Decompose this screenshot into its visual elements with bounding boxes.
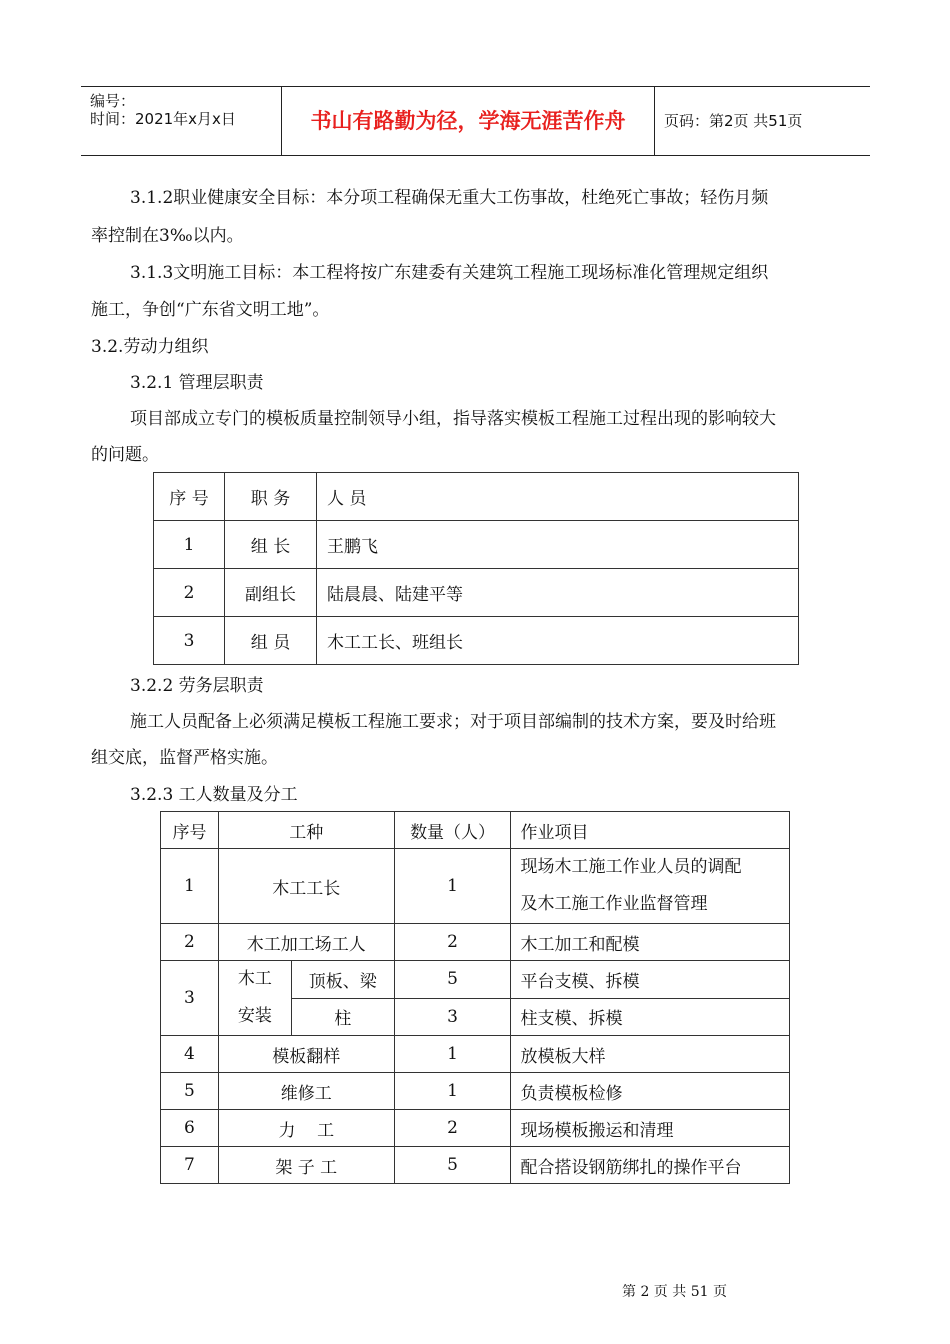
- header-motto: 书山有路勤为径，学海无涯苦作舟: [282, 87, 655, 155]
- table-cell: 柱: [291, 998, 394, 1036]
- table-cell: 维修工: [218, 1073, 394, 1110]
- table-cell: 3: [161, 961, 219, 1036]
- paragraph-313-line1: 3.1.3文明施工目标：本工程将按广东建委有关建筑工程施工现场标准化管理规定组织: [130, 263, 769, 283]
- paragraph-labor-line2: 组交底，监督严格实施。: [91, 748, 278, 768]
- table-cell: 副组长: [225, 569, 317, 617]
- table-row: [161, 1073, 790, 1110]
- leadership-table: [153, 472, 799, 665]
- paragraph-312-line1: 3.1.2职业健康安全目标：本分项工程确保无重大工伤事故，杜绝死亡事故；轻伤月频: [130, 188, 769, 208]
- group-line: 木工: [237, 969, 272, 989]
- table-cell: 顶板、梁: [291, 961, 394, 999]
- table-cell: 木工加工场工人: [218, 924, 394, 961]
- header-page-info: 页码：第2页 共51页: [664, 112, 803, 130]
- table-row: [161, 1036, 790, 1073]
- table-cell: 1: [161, 849, 219, 924]
- table-cell: 模板翻样: [218, 1036, 394, 1073]
- table-cell: 放模板大样: [511, 1036, 790, 1073]
- table-cell: 2: [154, 569, 225, 617]
- table-cell: 5: [394, 1147, 511, 1184]
- table-cell: 6: [161, 1110, 219, 1147]
- table-header-row: [154, 473, 799, 521]
- paragraph-management-line1: 项目部成立专门的模板质量控制领导小组，指导落实模板工程施工过程出现的影响较大: [130, 409, 776, 429]
- header-cell: 序 号: [154, 473, 225, 521]
- header-cell: 职 务: [225, 473, 317, 521]
- table-row: [161, 961, 790, 999]
- table-cell: 7: [161, 1147, 219, 1184]
- date-label: 时间：2021年x月x日: [90, 110, 236, 128]
- table-cell: 4: [161, 1036, 219, 1073]
- table-cell: 5: [394, 961, 511, 999]
- table-cell-multiline: [511, 849, 790, 924]
- table-row: [154, 617, 799, 665]
- table-row: [161, 849, 790, 924]
- table-cell: 1: [394, 1036, 511, 1073]
- serial-label: 编号：: [90, 92, 136, 110]
- table-cell: 平台支模、拆模: [511, 961, 790, 999]
- table-row: [161, 924, 790, 961]
- header-cell: 数量（人）: [394, 812, 511, 849]
- table-row: [161, 1147, 790, 1184]
- header-meta-cell: [81, 87, 282, 155]
- workers-table: [160, 811, 790, 1184]
- heading-3-2-1: 3.2.1 管理层职责: [130, 373, 264, 393]
- table-cell: 柱支模、拆模: [511, 998, 790, 1036]
- table-cell: 组 长: [225, 521, 317, 569]
- table-header-row: [161, 812, 790, 849]
- heading-3-2-2: 3.2.2 劳务层职责: [130, 676, 264, 696]
- table-cell: 陆晨晨、陆建平等: [317, 569, 799, 617]
- heading-3-2-3: 3.2.3 工人数量及分工: [130, 785, 298, 805]
- task-line: 现场木工施工作业人员的调配: [520, 857, 742, 877]
- header-cell: 工种: [218, 812, 394, 849]
- paragraph-labor-line1: 施工人员配备上必须满足模板工程施工要求；对于项目部编制的技术方案，要及时给班: [130, 712, 776, 732]
- table-cell: 负责模板检修: [511, 1073, 790, 1110]
- table-row: [161, 1110, 790, 1147]
- paragraph-management-line2: 的问题。: [91, 445, 159, 465]
- table-cell: 木工加工和配模: [511, 924, 790, 961]
- table-cell: 配合搭设钢筋绑扎的操作平台: [511, 1147, 790, 1184]
- group-line: 安装: [237, 1006, 272, 1026]
- table-cell: 力 工: [218, 1110, 394, 1147]
- table-cell: 组 员: [225, 617, 317, 665]
- page-footer: 第 2 页 共 51 页: [622, 1284, 727, 1300]
- page-header: [81, 86, 870, 156]
- table-cell: 1: [394, 1073, 511, 1110]
- table-row: [154, 569, 799, 617]
- header-cell: 人 员: [317, 473, 799, 521]
- header-cell: 作业项目: [511, 812, 790, 849]
- table-cell: 2: [161, 924, 219, 961]
- paragraph-312-line2: 率控制在3‰以内。: [91, 226, 244, 246]
- table-cell: 2: [394, 1110, 511, 1147]
- table-cell: 架 子 工: [218, 1147, 394, 1184]
- table-cell: 现场模板搬运和清理: [511, 1110, 790, 1147]
- table-cell: 木工工长: [218, 849, 394, 924]
- header-cell: 序号: [161, 812, 219, 849]
- table-cell: 王鹏飞: [317, 521, 799, 569]
- table-cell: 3: [154, 617, 225, 665]
- table-cell: 5: [161, 1073, 219, 1110]
- table-cell: 1: [154, 521, 225, 569]
- paragraph-313-line2: 施工，争创“广东省文明工地”。: [91, 300, 330, 320]
- heading-3-2: 3.2.劳动力组织: [91, 337, 209, 357]
- task-line: 及木工施工作业监督管理: [520, 894, 708, 914]
- table-cell-group: [218, 961, 291, 1036]
- table-cell: 木工工长、班组长: [317, 617, 799, 665]
- table-cell: 1: [394, 849, 511, 924]
- table-cell: 2: [394, 924, 511, 961]
- table-row: [154, 521, 799, 569]
- table-cell: 3: [394, 998, 511, 1036]
